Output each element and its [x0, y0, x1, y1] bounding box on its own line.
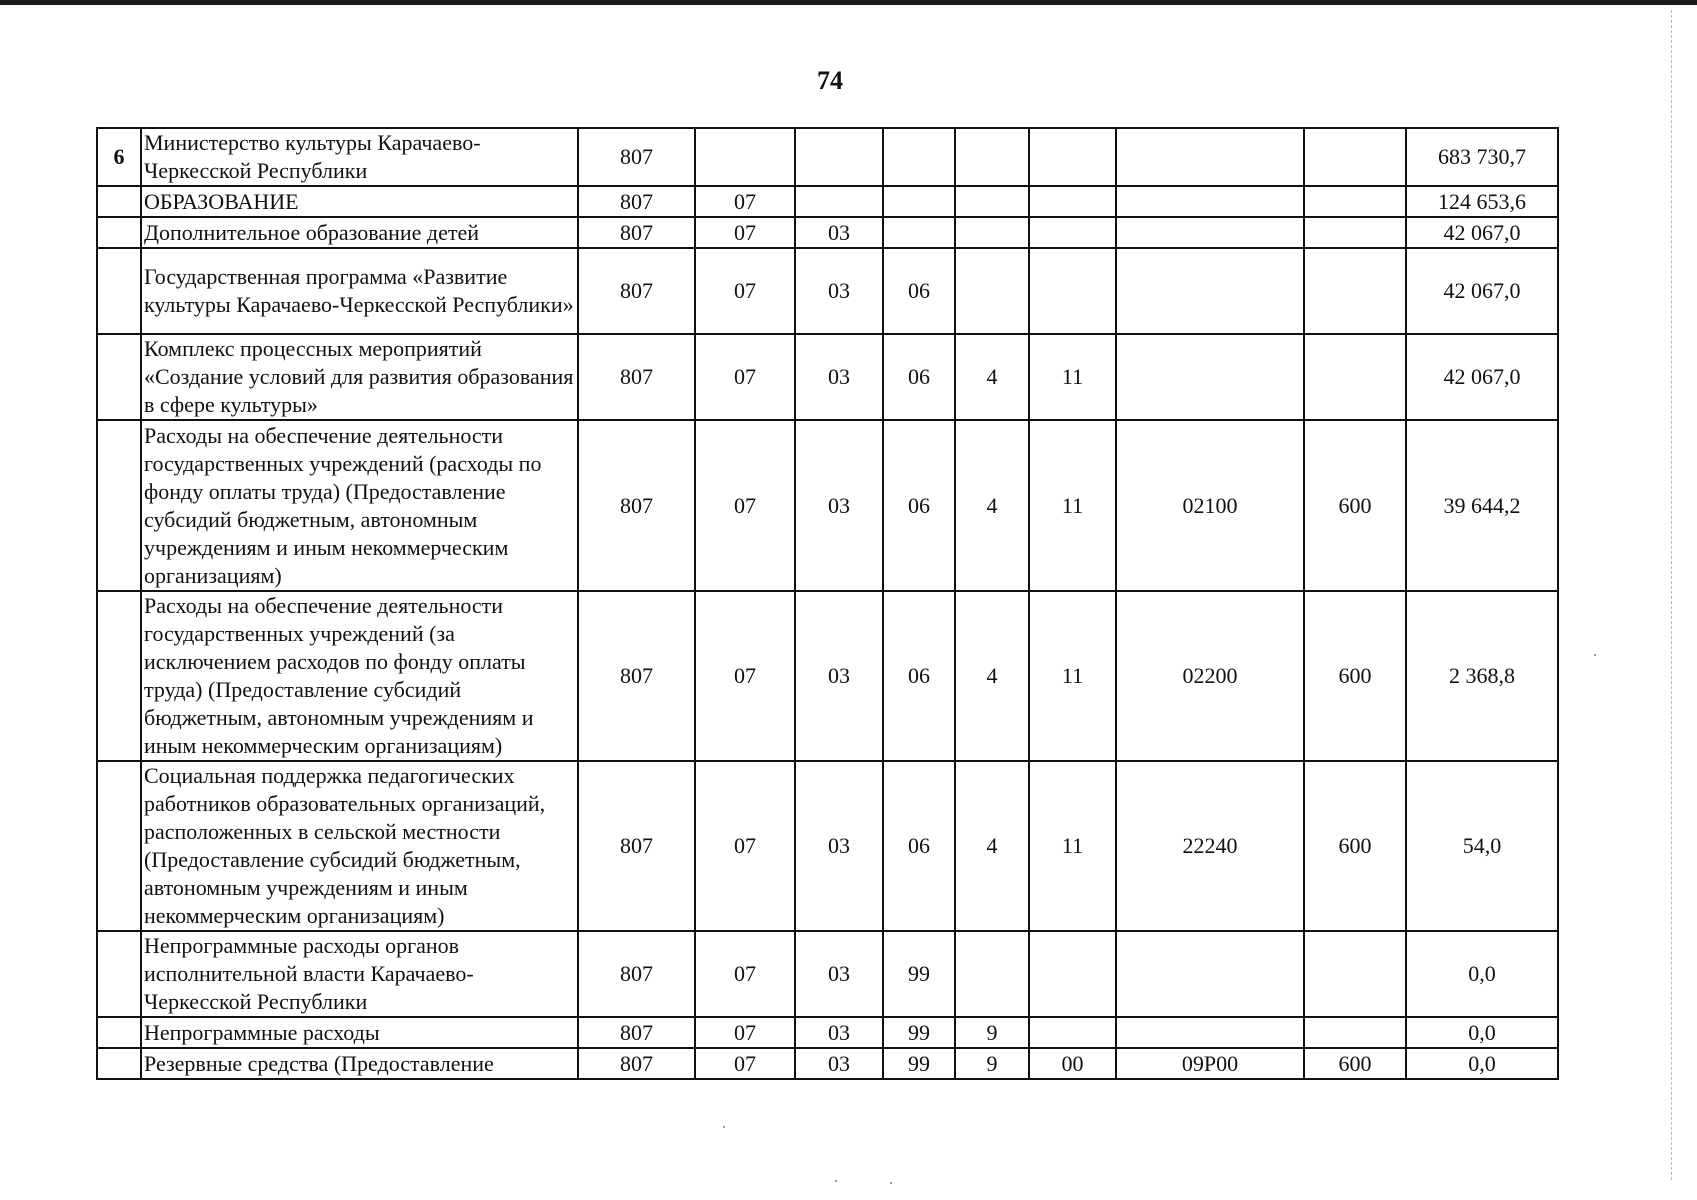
subsection-code: 03: [795, 1048, 883, 1079]
ministry-code: 807: [578, 761, 695, 931]
subprogram-code: 00: [1029, 1048, 1116, 1079]
program-type-code: [955, 128, 1029, 186]
subsection-code: 03: [795, 217, 883, 248]
subprogram-code: [1029, 186, 1116, 217]
expense-name: Дополнительное образование детей: [141, 217, 578, 248]
table-row: [97, 1048, 1558, 1079]
program-type-code: [955, 248, 1029, 334]
row-number: [97, 1017, 141, 1048]
ministry-code: 807: [578, 931, 695, 1017]
expense-name: Резервные средства (Предоставление: [141, 1048, 578, 1079]
expense-type-code: [1304, 334, 1406, 420]
table-row: [97, 931, 1558, 1017]
row-number: [97, 217, 141, 248]
row-number: [97, 591, 141, 761]
amount: 0,0: [1406, 1048, 1558, 1079]
table-row: [97, 420, 1558, 591]
row-number: [97, 186, 141, 217]
amount: 54,0: [1406, 761, 1558, 931]
expense-type-code: 600: [1304, 761, 1406, 931]
program-code: 06: [883, 591, 955, 761]
direction-code: 22240: [1116, 761, 1304, 931]
ministry-code: 807: [578, 248, 695, 334]
expense-name: Социальная поддержка педагогических работников образовательных организаций, расположенных в сельской местности (Предоставление субсидий бюджетным, автономным учреждениям и иным некоммерческим организациям): [141, 761, 578, 931]
subsection-code: [795, 128, 883, 186]
table-row: [97, 761, 1558, 931]
program-code: 06: [883, 761, 955, 931]
expense-type-code: [1304, 128, 1406, 186]
expense-type-code: [1304, 186, 1406, 217]
subsection-code: 03: [795, 931, 883, 1017]
amount: 42 067,0: [1406, 334, 1558, 420]
ministry-code: 807: [578, 217, 695, 248]
scan-speck: [835, 1180, 837, 1182]
expense-name: Непрограммные расходы органов исполнительной власти Карачаево-Черкесской Республики: [141, 931, 578, 1017]
subprogram-code: 11: [1029, 591, 1116, 761]
subprogram-code: [1029, 248, 1116, 334]
direction-code: [1116, 186, 1304, 217]
direction-code: [1116, 1017, 1304, 1048]
section-code: 07: [695, 420, 795, 591]
scan-speck: [1594, 654, 1596, 656]
amount: 0,0: [1406, 931, 1558, 1017]
section-code: 07: [695, 1048, 795, 1079]
amount: 39 644,2: [1406, 420, 1558, 591]
subprogram-code: 11: [1029, 420, 1116, 591]
direction-code: [1116, 931, 1304, 1017]
subsection-code: 03: [795, 420, 883, 591]
table-row: [97, 217, 1558, 248]
subsection-code: 03: [795, 761, 883, 931]
section-code: 07: [695, 761, 795, 931]
expense-name: Министерство культуры Карачаево-Черкесской Республики: [141, 128, 578, 186]
table-row: [97, 186, 1558, 217]
table-row: [97, 334, 1558, 420]
section-code: [695, 128, 795, 186]
expense-name: Расходы на обеспечение деятельности государственных учреждений (расходы по фонду оплаты труда) (Предоставление субсидий бюджетным, автономным учреждениям и иным некоммерческим организациям): [141, 420, 578, 591]
section-code: 07: [695, 217, 795, 248]
subsection-code: 03: [795, 334, 883, 420]
program-code: 99: [883, 931, 955, 1017]
program-code: [883, 128, 955, 186]
section-code: 07: [695, 186, 795, 217]
subprogram-code: [1029, 1017, 1116, 1048]
program-code: [883, 186, 955, 217]
direction-code: 02100: [1116, 420, 1304, 591]
ministry-code: 807: [578, 1048, 695, 1079]
expense-type-code: 600: [1304, 420, 1406, 591]
scan-right-edge: [1671, 10, 1673, 1180]
program-code: 06: [883, 334, 955, 420]
program-code: 99: [883, 1048, 955, 1079]
table-row: [97, 128, 1558, 186]
direction-code: [1116, 217, 1304, 248]
expense-name: ОБРАЗОВАНИЕ: [141, 186, 578, 217]
section-code: 07: [695, 931, 795, 1017]
subprogram-code: 11: [1029, 761, 1116, 931]
ministry-code: 807: [578, 420, 695, 591]
program-type-code: 9: [955, 1017, 1029, 1048]
scan-speck: [890, 1182, 892, 1184]
expense-name: Государственная программа «Развитие культуры Карачаево-Черкесской Республики»: [141, 248, 578, 334]
page-number: 74: [817, 66, 843, 95]
row-number: [97, 248, 141, 334]
section-code: 07: [695, 334, 795, 420]
expense-type-code: 600: [1304, 1048, 1406, 1079]
direction-code: 09Р00: [1116, 1048, 1304, 1079]
amount: 42 067,0: [1406, 217, 1558, 248]
ministry-code: 807: [578, 1017, 695, 1048]
row-number: [97, 334, 141, 420]
expense-type-code: [1304, 931, 1406, 1017]
section-code: 07: [695, 591, 795, 761]
subsection-code: 03: [795, 1017, 883, 1048]
table-row: [97, 248, 1558, 334]
direction-code: [1116, 334, 1304, 420]
row-number: [97, 420, 141, 591]
program-type-code: [955, 217, 1029, 248]
subprogram-code: 11: [1029, 334, 1116, 420]
subprogram-code: [1029, 931, 1116, 1017]
program-type-code: 4: [955, 761, 1029, 931]
ministry-code: 807: [578, 128, 695, 186]
row-number: [97, 931, 141, 1017]
ministry-code: 807: [578, 334, 695, 420]
amount: 42 067,0: [1406, 248, 1558, 334]
program-type-code: 4: [955, 420, 1029, 591]
expense-type-code: [1304, 1017, 1406, 1048]
ministry-code: 807: [578, 591, 695, 761]
program-type-code: 4: [955, 591, 1029, 761]
program-type-code: 9: [955, 1048, 1029, 1079]
row-number: [97, 1048, 141, 1079]
scan-speck: [723, 1126, 725, 1128]
expense-name: Непрограммные расходы: [141, 1017, 578, 1048]
amount: 124 653,6: [1406, 186, 1558, 217]
direction-code: 02200: [1116, 591, 1304, 761]
section-code: 07: [695, 248, 795, 334]
expense-name: Комплекс процессных мероприятий «Создание условий для развития образования в сфере культуры»: [141, 334, 578, 420]
table-row: [97, 591, 1558, 761]
subprogram-code: [1029, 217, 1116, 248]
program-code: 06: [883, 420, 955, 591]
scan-top-border: [0, 0, 1697, 5]
program-code: [883, 217, 955, 248]
table-row: [97, 1017, 1558, 1048]
program-code: 99: [883, 1017, 955, 1048]
amount: 0,0: [1406, 1017, 1558, 1048]
amount: 683 730,7: [1406, 128, 1558, 186]
program-type-code: [955, 186, 1029, 217]
subsection-code: 03: [795, 591, 883, 761]
direction-code: [1116, 128, 1304, 186]
section-code: 07: [695, 1017, 795, 1048]
expense-type-code: [1304, 248, 1406, 334]
expense-type-code: [1304, 217, 1406, 248]
expense-name: Расходы на обеспечение деятельности государственных учреждений (за исключением расходов по фонду оплаты труда) (Предоставление субсидий бюджетным, автономным учреждениям и иным некоммерческим организациям): [141, 591, 578, 761]
program-code: 06: [883, 248, 955, 334]
row-number: [97, 761, 141, 931]
expense-type-code: 600: [1304, 591, 1406, 761]
program-type-code: [955, 931, 1029, 1017]
direction-code: [1116, 248, 1304, 334]
ministry-code: 807: [578, 186, 695, 217]
row-number: 6: [97, 128, 141, 186]
subprogram-code: [1029, 128, 1116, 186]
program-type-code: 4: [955, 334, 1029, 420]
subsection-code: [795, 186, 883, 217]
subsection-code: 03: [795, 248, 883, 334]
amount: 2 368,8: [1406, 591, 1558, 761]
budget-table: [96, 127, 1559, 1080]
